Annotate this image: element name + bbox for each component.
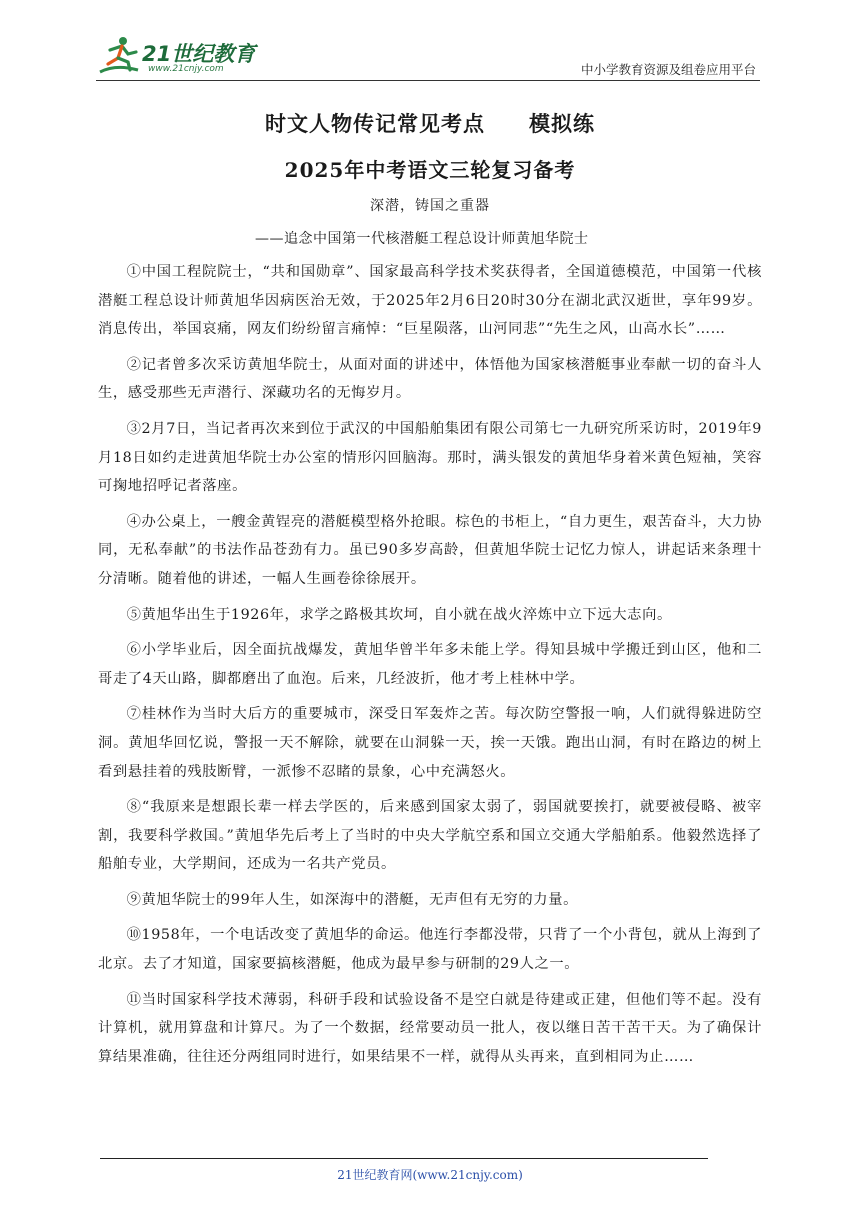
runner-logo-icon [96, 34, 142, 78]
article-body [98, 258, 762, 1078]
paragraph-6: ⑥小学毕业后，因全面抗战爆发，黄旭华曾半年多未能上学。得知县城中学搬迁到山区，他和二哥走了4天山路，脚都磨出了血泡。后来，几经波折，他才考上桂林中学。 [98, 642, 762, 687]
document-subtitle: 2025年中考语文三轮复习备考 [284, 158, 576, 182]
paragraph-7: ⑦桂林作为当时大后方的重要城市，深受日军轰炸之苦。每次防空警报一响，人们就得躲进防空洞。黄旭华回忆说，警报一天不解除，就要在山洞躲一天，挨一天饿。跑出山洞，有时在路边的树上看到悬挂着的残肢断臂，一派惨不忍睹的景象，心中充满怒火。 [98, 706, 762, 780]
logo-text: 21世纪教育 [142, 42, 256, 66]
paragraph-3: ③2月7日，当记者再次来到位于武汉的中国船舶集团有限公司第七一九研究所采访时，2019年9月18日如约走进黄旭华院士办公室的情形闪回脑海。那时，满头银发的黄旭华身着米黄色短袖，笑容可掬地招呼记者落座。 [98, 420, 762, 495]
paragraph-5: ⑤黄旭华出生于1926年，求学之路极其坎坷，自小就在战火淬炼中立下远大志向。 [126, 606, 672, 623]
article-heading: 深潜，铸国之重器 [370, 198, 490, 214]
logo-url: www.21cnjy.com [148, 64, 224, 74]
platform-name: 中小学教育资源及组卷应用平台 [580, 62, 756, 77]
site-logo[interactable] [96, 34, 266, 78]
footer-link[interactable]: 21世纪教育网(www.21cnjy.com) [337, 1168, 523, 1182]
paragraph-10: ⑩1958年，一个电话改变了黄旭华的命运。他连行李都没带，只背了一个小背包，就从上海到了北京。去了才知道，国家要搞核潜艇，他成为最早参与研制的29人之一。 [98, 927, 762, 973]
footer-divider [100, 1158, 708, 1159]
paragraph-9: ⑨黄旭华院士的99年人生，如深海中的潜艇，无声但有无穷的力量。 [126, 891, 578, 908]
title-main: 时文人物传记常见考点 [265, 111, 485, 136]
article-subheading: ——追念中国第一代核潜艇工程总设计师黄旭华院士 [255, 231, 589, 247]
page-header [96, 34, 760, 82]
paragraph-2: ②记者曾多次采访黄旭华院士，从面对面的讲述中，体悟他为国家核潜艇事业奉献一切的奋斗人生，感受那些无声潜行、深藏功名的无悔岁月。 [98, 356, 762, 402]
paragraph-11: ⑪当时国家科学技术薄弱，科研手段和试验设备不是空白就是待建或正建，但他们等不起。没有计算机，就用算盘和计算尺。为了一个数据，经常要动员一批人，夜以继日苦干苦干天。为了确保计算结果准确，往往还分两组同时进行，如果结果不一样，就得从头再来，直到相同为止…… [98, 991, 762, 1065]
paragraph-8: ⑧“我原来是想跟长辈一样去学医的，后来感到国家太弱了，弱国就要挨打，就要被侵略、被宰割，我要科学救国。”黄旭华先后考上了当时的中央大学航空系和国立交通大学船舶系。他毅然选择了船舶专业，大学期间，还成为一名共产党员。 [98, 799, 762, 873]
header-divider [96, 80, 760, 81]
document-title [0, 108, 860, 138]
paragraph-4: ④办公桌上，一艘金黄锃亮的潜艇模型格外抢眼。棕色的书柜上，“自力更生，艰苦奋斗，大力协同，无私奉献”的书法作品苍劲有力。虽已90多岁高龄，但黄旭华院士记忆力惊人，讲起话来条理十分清晰。随着他的讲述，一幅人生画卷徐徐展开。 [98, 513, 762, 587]
title-suffix: 模拟练 [529, 111, 595, 136]
paragraph-1: ①中国工程院院士，“共和国勋章”、国家最高科学技术奖获得者，全国道德模范，中国第一代核潜艇工程总设计师黄旭华因病医治无效，于2025年2月6日20时30分在湖北武汉逝世，享年99岁。消息传出，举国哀痛，网友们纷纷留言痛悼：“巨星陨落，山河同悲”“先生之风，山高水长”…… [98, 264, 762, 338]
